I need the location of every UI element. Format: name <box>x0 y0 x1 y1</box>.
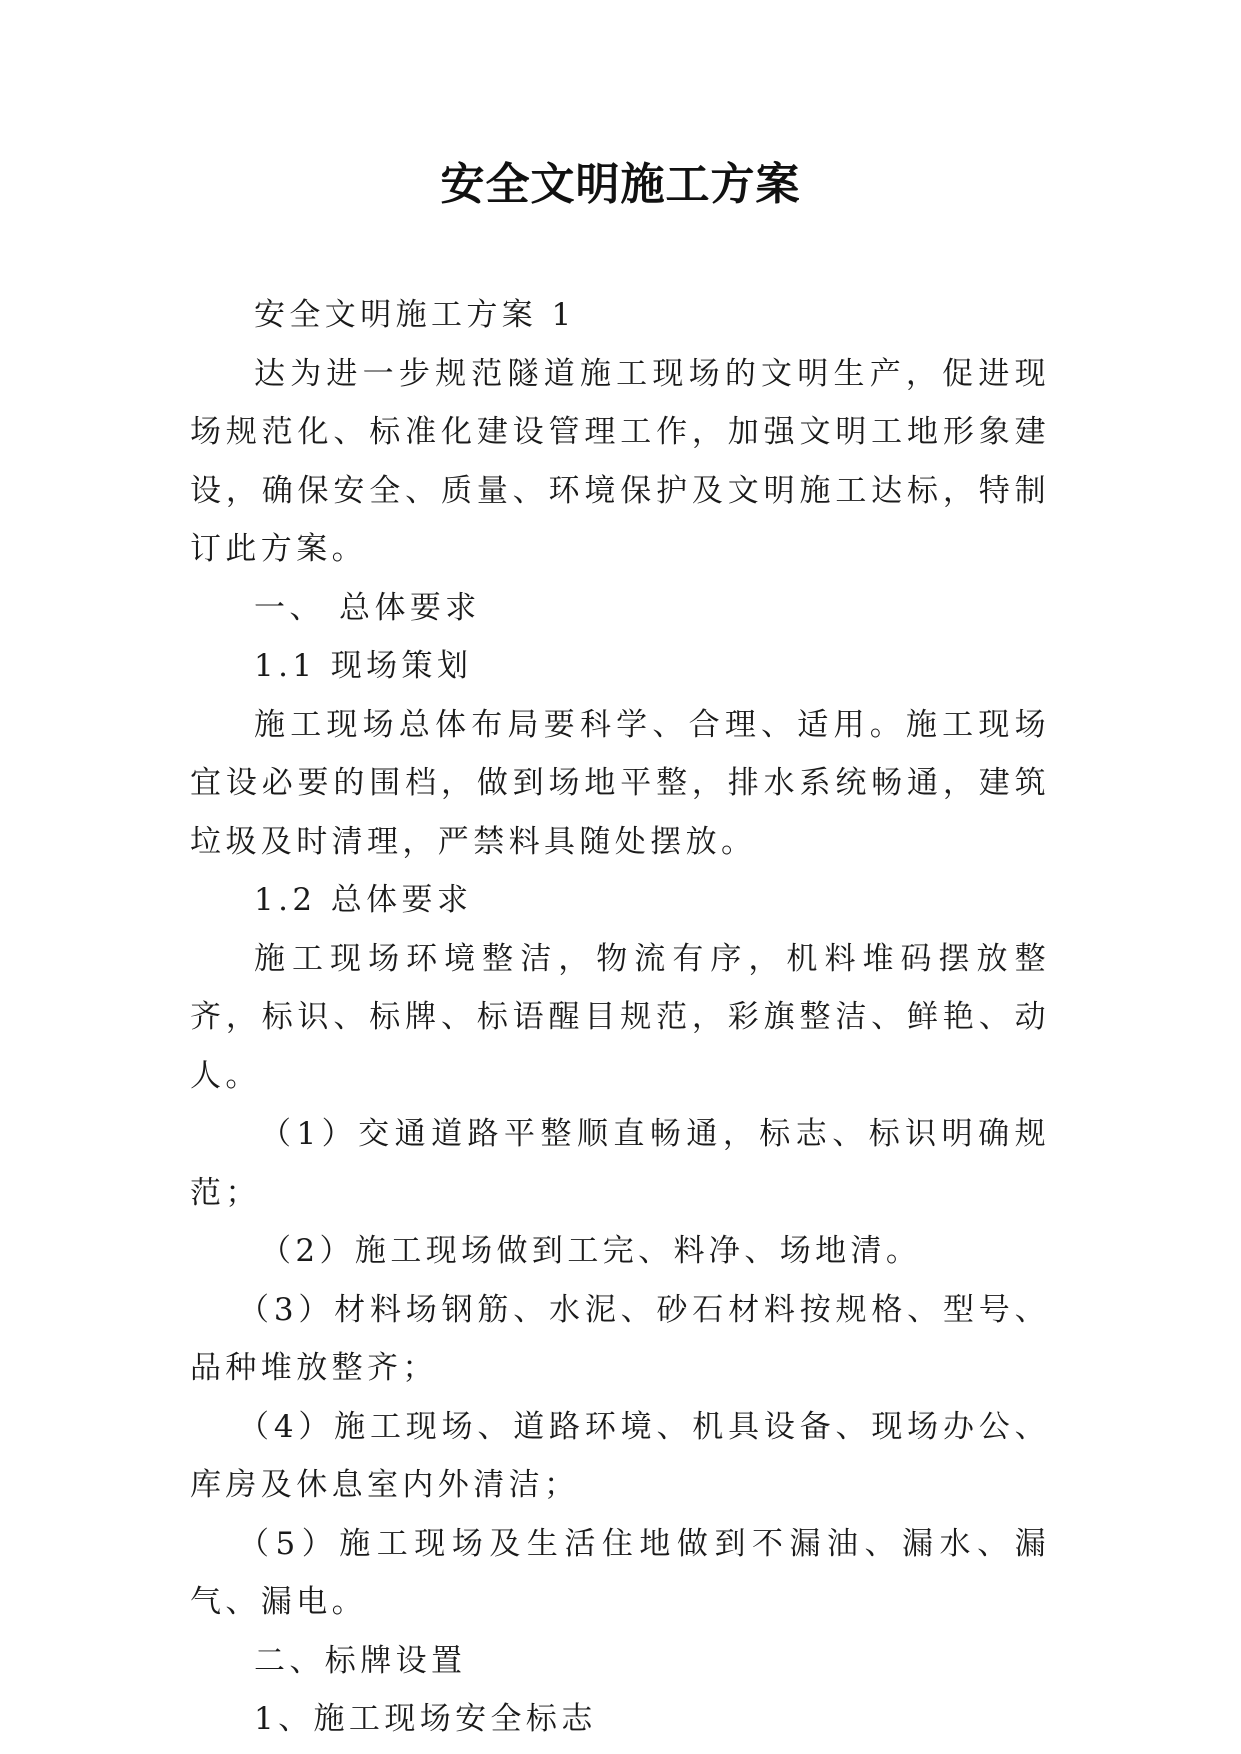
document-title: 安全文明施工方案 <box>440 159 801 210</box>
section-heading-overall-requirements: 一、 总体要求 <box>254 589 481 626</box>
subsection-heading-site-planning: 1.1 现场策划 <box>254 648 473 684</box>
general-requirements-paragraph: 施工现场环境整洁，物流有序，机料堆码摆放整齐，标识、标牌、标语醒目规范，彩旗整洁、鲜艳、动人。 <box>190 940 1050 1094</box>
site-planning-paragraph: 施工现场总体布局要科学、合理、适用。施工现场宜设必要的围档，做到场地平整，排水系统畅通，建筑垃圾及时清理，严禁料具随处摆放。 <box>190 706 1050 860</box>
list-item: （4）施工现场、道路环境、机具设备、现场办公、库房及休息室内外清洁； <box>190 1408 1050 1503</box>
subsection-heading-safety-signs: 1、施工现场安全标志 <box>254 1701 597 1737</box>
subsection-heading-general-requirements: 1.2 总体要求 <box>254 882 473 918</box>
list-item: （5）施工现场及生活住地做到不漏油、漏水、漏气、漏电。 <box>190 1525 1050 1620</box>
document-body <box>190 286 1050 1749</box>
intro-paragraph: 达为进一步规范隧道施工现场的文明生产，促进现场规范化、标准化建设管理工作，加强文明工地形象建设，确保安全、质量、环境保护及文明施工达标，特制订此方案。 <box>190 355 1050 567</box>
list-item: （3）材料场钢筋、水泥、砂石材料按规格、型号、品种堆放整齐； <box>190 1291 1050 1386</box>
subtitle-heading: 安全文明施工方案 1 <box>254 297 576 333</box>
section-heading-signage: 二、标牌设置 <box>254 1642 467 1679</box>
list-item: （2）施工现场做到工完、料净、场地清。 <box>260 1233 922 1269</box>
list-item: （1）交通道路平整顺直畅通，标志、标识明确规范； <box>190 1116 1050 1211</box>
